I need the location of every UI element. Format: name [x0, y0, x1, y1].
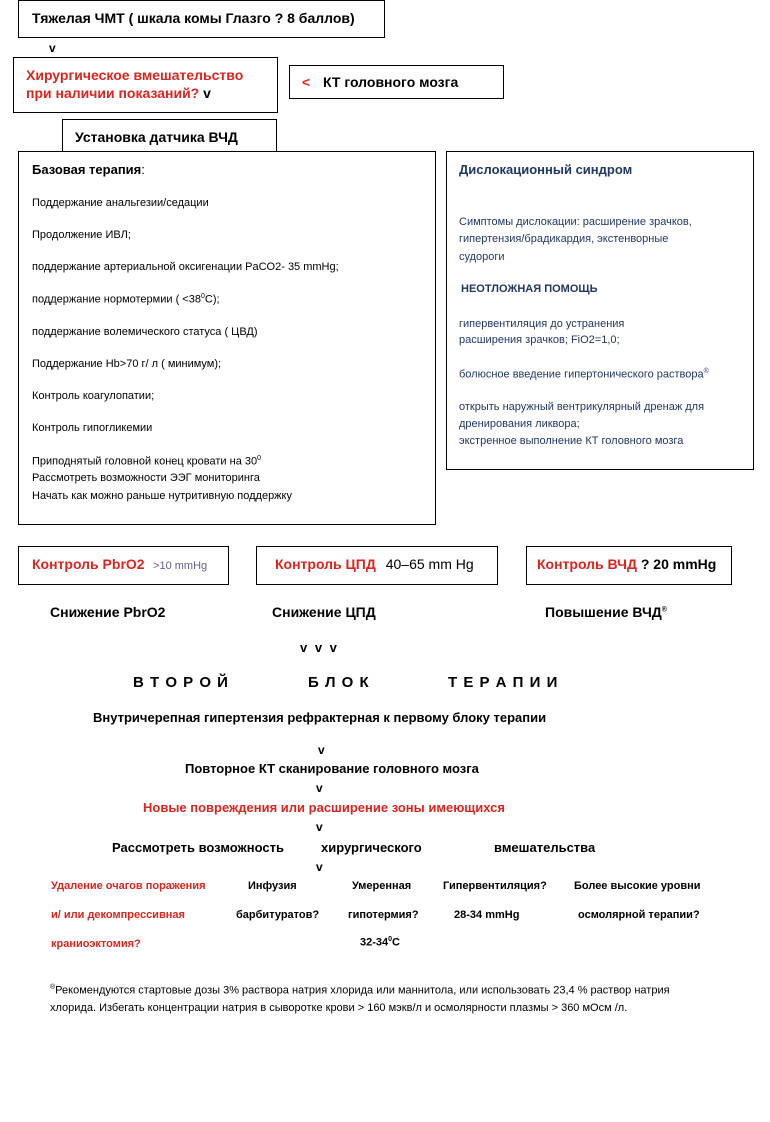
consider-text-3: вмешательства — [494, 840, 596, 855]
option-hypothermia-1: Умеренная — [352, 880, 412, 892]
basic-item: поддержание волемического статуса ( ЦВД) — [32, 326, 258, 338]
option-hyperventilation-1: Гипервентиляция? — [443, 880, 547, 892]
basic-item: поддержание артериальной оксигенации PaCO2- 35 mmHg; — [32, 261, 339, 273]
temp-tail: С); — [204, 293, 220, 306]
registered-mark: ® — [50, 984, 56, 991]
hv-line: гипервентиляция до устранения — [459, 318, 625, 330]
option-surgery-3: краниоэктомия? — [51, 938, 141, 950]
cpp-control-box — [256, 546, 498, 585]
basic-item: Контроль коагулопатии; — [32, 390, 155, 402]
basic-item: Начать как можно раньше нутритивную поддержку — [32, 490, 292, 502]
footnote-line-1 — [50, 984, 670, 997]
icp-sensor-box — [62, 119, 277, 153]
option-barbiturates-1: Инфузия — [248, 880, 297, 892]
footnote-line-2: хлорида. Избегать концентрации натрия в сыворотке крови > 160 мэкв/л и осмолярности плазмы > 360 мОсм /л. — [50, 1002, 628, 1014]
icp-control-wrap — [537, 556, 716, 572]
down-arrow: v — [316, 860, 323, 874]
bolus-line — [459, 368, 709, 381]
icp-increase: Повышение ВЧД — [545, 604, 662, 620]
icp-label: Контроль ВЧД — [537, 556, 637, 572]
second-heading-2: Б Л О К — [308, 674, 370, 691]
basic-therapy-box — [18, 151, 436, 525]
basic-therapy-title-wrap — [32, 162, 145, 177]
new-lesions-text: Новые повреждения или расширение зоны имеющихся — [143, 800, 505, 815]
basic-therapy-title: Базовая терапия — [32, 162, 142, 177]
option-hyperventilation-2: 28-34 mmHg — [454, 909, 520, 921]
basic-item: Продолжение ИВЛ; — [32, 229, 131, 241]
celsius: С — [392, 936, 400, 949]
pbro2-control-box — [18, 546, 229, 585]
cpp-decrease: Снижение ЦПД — [272, 604, 376, 620]
second-heading-1: В Т О Р О Й — [133, 674, 229, 691]
basic-item-temp — [32, 293, 220, 306]
icp-control-box — [526, 546, 732, 585]
pbro2-control-wrap — [32, 556, 207, 574]
down-arrow: v — [316, 820, 323, 834]
degree-sup: 0 — [257, 455, 262, 462]
ct-label: КТ головного мозга — [323, 74, 459, 90]
ct-urgent-line: экстренное выполнение КТ головного мозга — [459, 435, 684, 447]
basic-item: поддержание нормотермии ( <38 — [32, 293, 201, 306]
option-osmolar-1: Более высокие уровни — [574, 880, 701, 892]
down-arrow: v — [318, 743, 325, 757]
footnote-text-1: Рекомендуются стартовые дозы 3% раствора натрия хлорида или маннитола, или использовать 23,4 % раствор натрия — [55, 984, 670, 997]
surgery-line-2-wrap — [26, 85, 211, 101]
registered-mark: ® — [703, 368, 709, 375]
basic-therapy-colon: : — [141, 162, 145, 177]
surgery-line-1: Хирургическое вмешательство — [26, 67, 244, 83]
surgery-arrow: v — [203, 85, 211, 101]
basic-item: Рассмотреть возможности ЭЭГ мониторинга — [32, 472, 260, 484]
option-barbiturates-2: барбитуратов? — [236, 909, 320, 921]
symptoms-line: гипертензия/брадикардия, экстенворные — [459, 233, 669, 245]
left-arrow: < — [302, 74, 311, 90]
cpp-value: 40–65 mm Hg — [385, 556, 474, 572]
option-surgery-2: и/ или декомпрессивная — [51, 909, 185, 921]
basic-item: Поддержание анальгезии/седации — [32, 197, 209, 209]
ct-box — [289, 65, 504, 99]
degree-sup: 0 — [388, 936, 393, 943]
surgery-line-2: при наличии показаний? — [26, 85, 200, 101]
basic-item: Контроль гипогликемии — [32, 422, 153, 434]
icp-increase-wrap — [545, 604, 667, 620]
refractory-text: Внутричерепная гипертензия рефрактерная к первому блоку терапии — [93, 710, 547, 725]
drain-line: открыть наружный вентрикулярный дренаж для — [459, 401, 705, 413]
arrows-row: v v v — [300, 640, 337, 655]
dislocation-box — [446, 151, 754, 470]
bolus-text: болюсное введение гипертонического раствора — [459, 368, 704, 381]
pbro2-value: >10 mmHg — [153, 560, 208, 572]
basic-item: Поддержание Hb>70 г/ л ( минимум); — [32, 358, 222, 370]
symptoms-line: судороги — [459, 251, 505, 263]
basic-item-head — [32, 455, 261, 468]
option-osmolar-2: осмолярной терапии? — [578, 909, 700, 921]
down-arrow: v — [316, 781, 323, 795]
second-heading-3: Т Е Р А П И И — [448, 674, 559, 691]
consider-text-2: хирургического — [321, 840, 422, 855]
consider-text-1: Рассмотреть возможность — [112, 840, 284, 855]
pbro2-decrease: Снижение PbrO2 — [50, 604, 166, 620]
dislocation-title: Дислокационный синдром — [459, 162, 633, 177]
repeat-ct-text: Повторное КТ сканирование головного мозга — [185, 761, 479, 776]
option-hypothermia-3 — [360, 936, 400, 949]
degree-sup: 0 — [200, 293, 205, 300]
icp-value: ? 20 mmHg — [640, 556, 717, 572]
symptoms-line: Симптомы дислокации: расширение зрачков, — [459, 216, 692, 228]
emergency-heading: НЕОТЛОЖНАЯ ПОМОЩЬ — [461, 283, 598, 295]
registered-mark: ® — [661, 606, 667, 614]
drain-line: дренирования ликвора; — [459, 418, 580, 430]
cpp-label: Контроль ЦПД — [275, 556, 376, 572]
down-arrow: v — [49, 41, 56, 55]
hv-line: расширения зрачков; FiO2=1,0; — [459, 334, 620, 346]
severe-tbi-label: Тяжелая ЧМТ ( шкала комы Глазго ? 8 баллов) — [32, 10, 355, 26]
cpp-control-wrap — [275, 556, 474, 572]
pbro2-label: Контроль PbrO2 — [32, 556, 145, 572]
basic-item: Приподнятый головной конец кровати на 30 — [32, 455, 258, 468]
option-hypothermia-2: гипотермия? — [348, 909, 419, 921]
icp-sensor-label: Установка датчика ВЧД — [75, 129, 238, 145]
surgery-box — [13, 57, 278, 113]
option-surgery-1: Удаление очагов поражения — [51, 880, 206, 892]
hypothermia-range: 32-34 — [360, 936, 389, 949]
severe-tbi-box — [18, 0, 385, 38]
